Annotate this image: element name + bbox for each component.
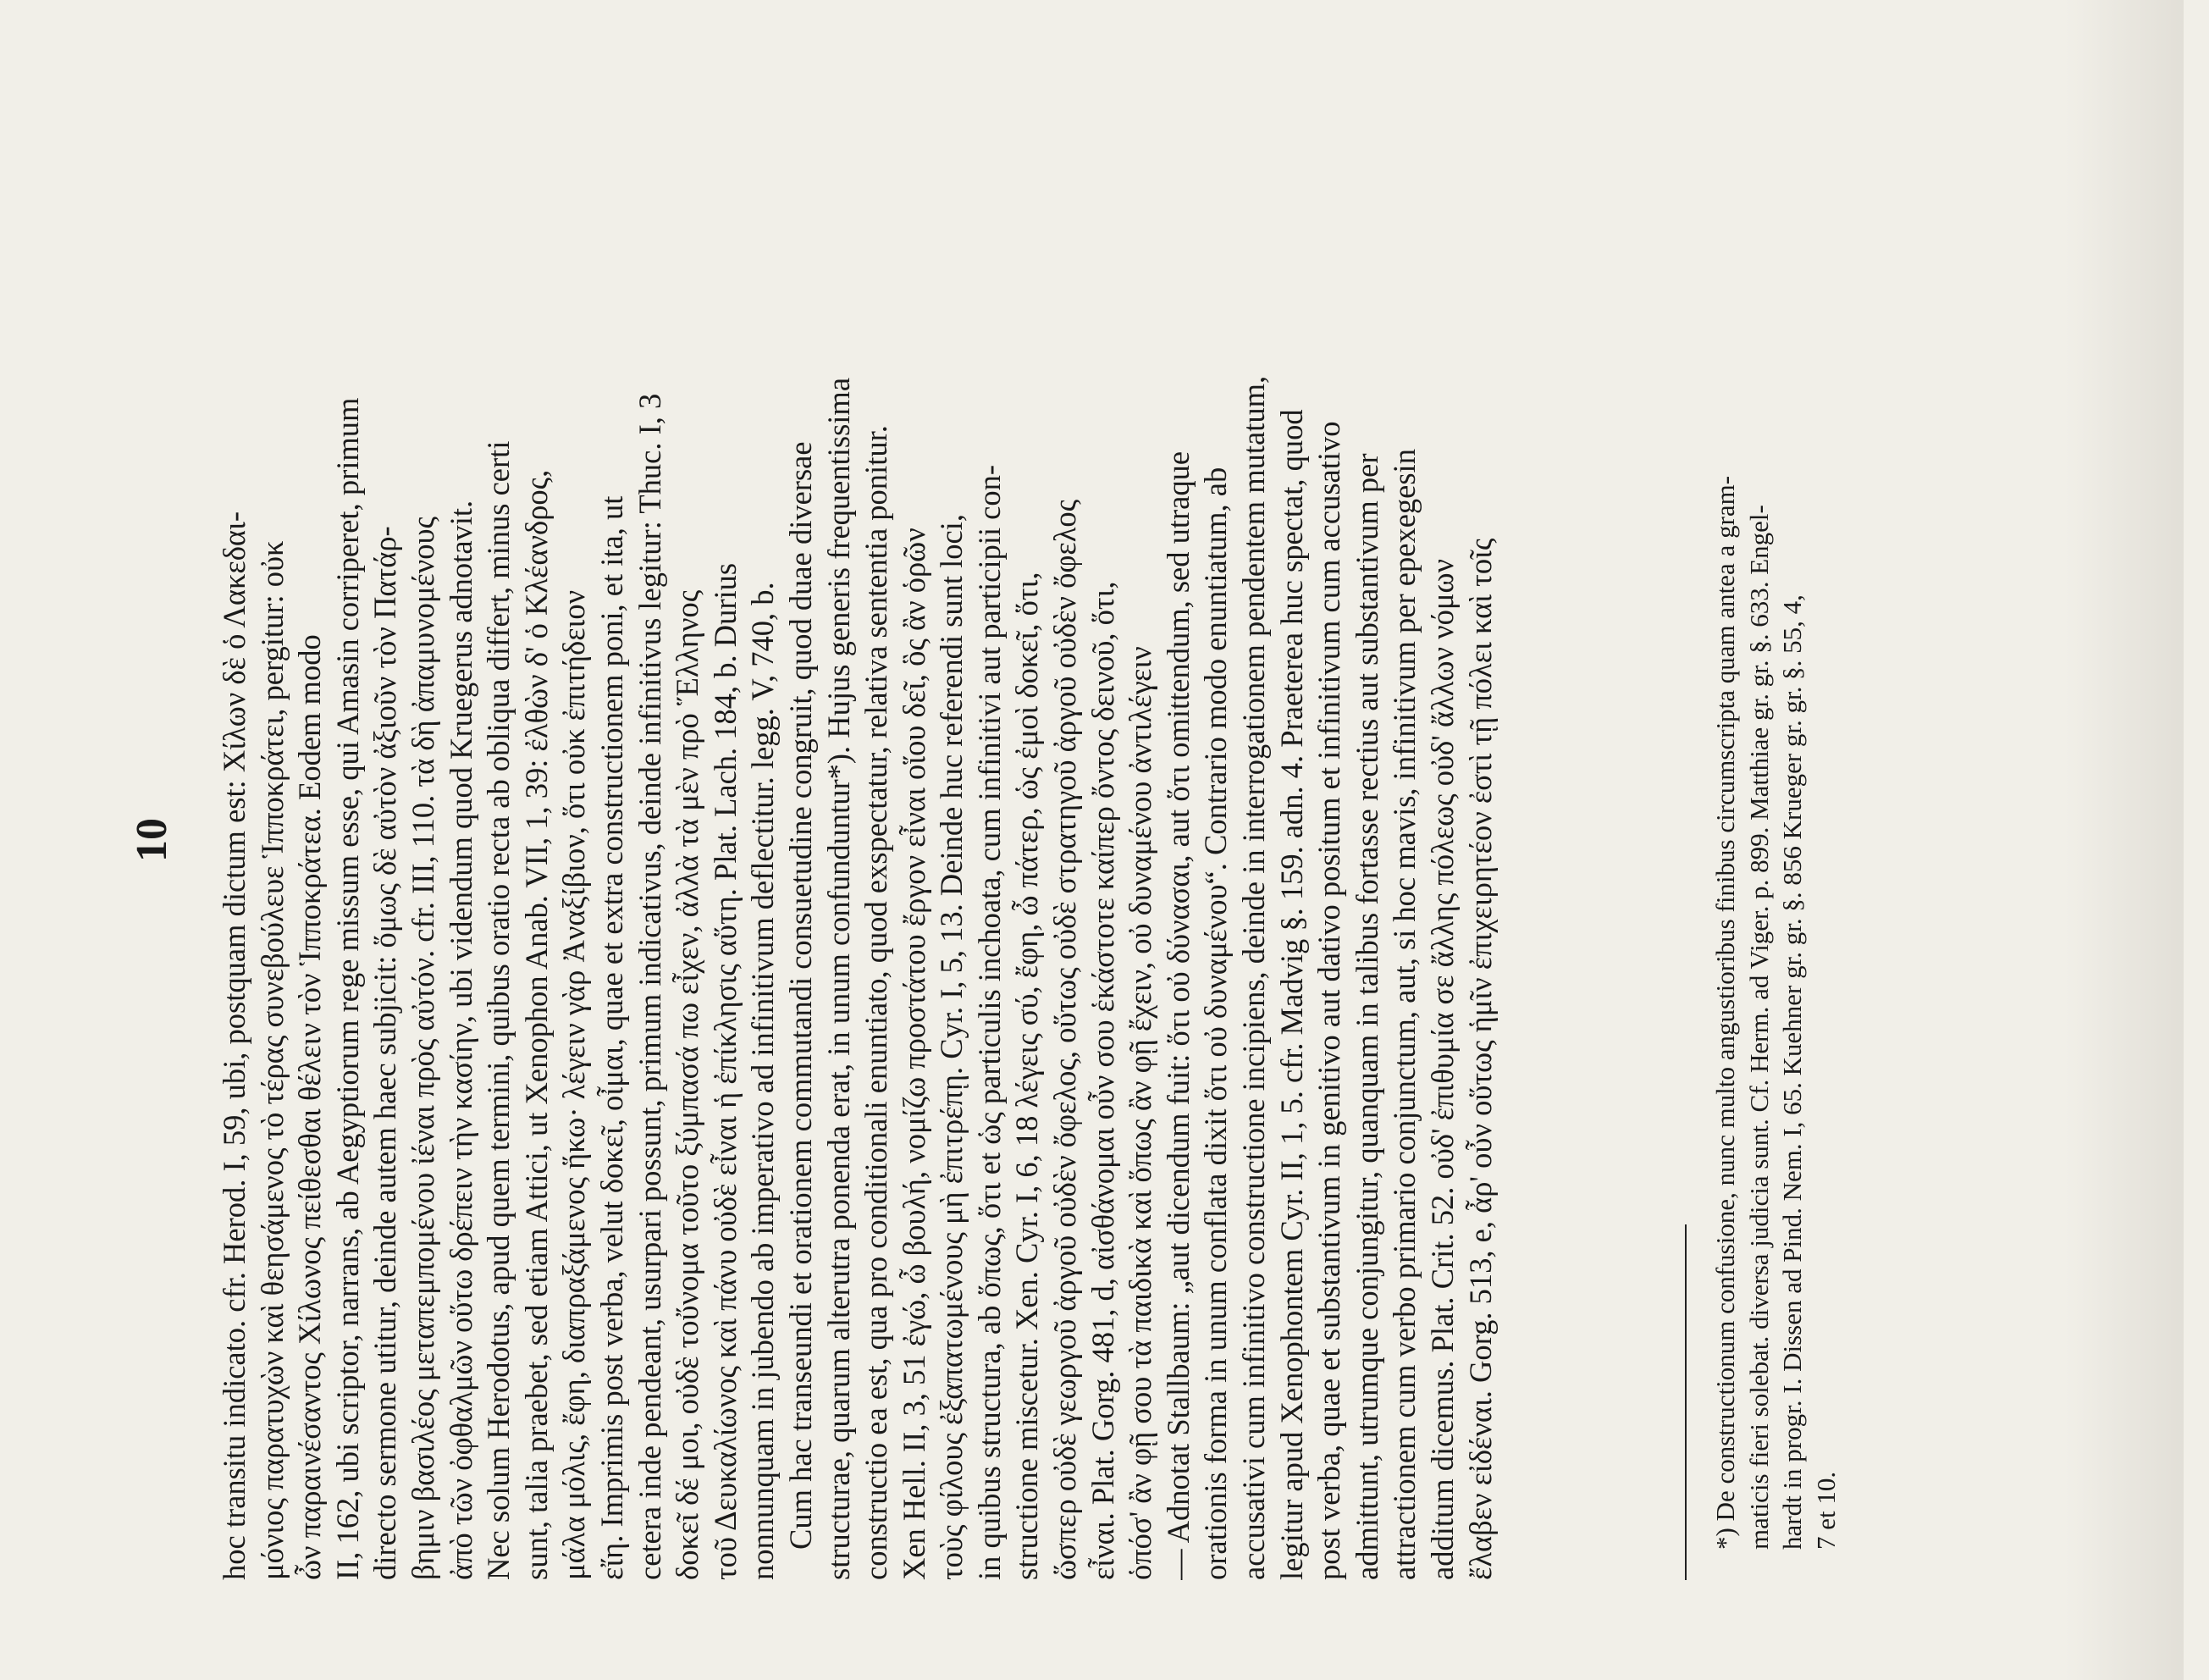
footnote-line: hardt in progr. I. Dissen ad Pind. Nem. I, 65. Kuehner gr. gr. §. 856 Krueger gr. gr. §. 55, 4,: [1777, 594, 1807, 1550]
body-line: ὥσπερ οὐδὲ γεωργοῦ ἀργοῦ οὐδὲν ὄφελος, οὕτως οὐδὲ στρατηγοῦ ἀργοῦ οὐδὲν ὄφελος: [1047, 499, 1083, 1580]
page-number: 10: [128, 818, 176, 862]
body-line: sunt, talia praebet, sed etiam Attici, ut Xenophon Anab. VII, 1, 39: ἐλθὼν δ' ὁ Κλέανδρος,: [518, 469, 554, 1580]
body-line: Xen Hell. II, 3, 51 ἐγώ, ὦ βουλή, νομίζω προστάτου ἔργον εἶναι οἵου δεῖ, ὃς ἂν ὁρῶν: [896, 528, 931, 1580]
footnote-line: *) De constructionum confusione, nunc multo angustioribus finibus circumscripta quam antea a gram-: [1710, 475, 1740, 1550]
footnote-rule: [1685, 1224, 1687, 1580]
body-line: — Adnotat Stallbaum: „aut dicendum fuit: ὅτι οὐ δύνασαι, aut ὅτι omittendum, sed utraque: [1160, 450, 1196, 1580]
body-line: τοὺς φίλους ἐξαπατωμένους μὴ ἐπιτρέπῃ. Cyr. I, 5, 13. Deinde huc referendi sunt loci,: [934, 514, 969, 1580]
body-line: Nec solum Herodotus, apud quem termini, quibus oratio recta ab obliqua differt, minus certi: [481, 440, 516, 1580]
body-line: directo sermone utitur, deinde autem haec subjicit: ὅμως δὲ αὐτὸν ἀξιοῦν τὸν Πατάρ-: [367, 526, 403, 1580]
body-line: μάλα μόλις, ἔφη, διαπραξάμενος ἥκω· λέγειν γὰρ Ἀναξίβιον, ὅτι οὐκ ἐπιτήδειον: [556, 589, 592, 1580]
body-line: post verba, quae et substantivum in genitivo aut dativo positum et infinitivum cum accusativo: [1312, 421, 1347, 1580]
footnote-line: 7 et 10.: [1810, 1471, 1841, 1550]
body-line: attractionem cum verbo primario conjunctum, aut, si hoc mavis, infinitivum per epexegesin: [1387, 449, 1422, 1580]
body-line: βημιν βασιλέος μεταπεμπομένου ἰέναι πρὸς αὐτόν. cfr. III, 110. τὰ δὴ ἀπαμυνομένους: [405, 517, 440, 1580]
body-line: admittunt, utrumque conjungitur, quanquam in talibus fortasse rectius aut substantivum per: [1349, 453, 1384, 1580]
body-line: nonnunquam in jubendo ab imperativo ad infinitivum deflectitur. legg. V, 740, b.: [745, 582, 781, 1580]
body-line: II, 162, ubi scriptor, narrans, ab Aegyptiorum rege missum esse, qui Amasin corriperet, primum: [329, 397, 365, 1580]
body-line: εἶναι. Plat. Gorg. 481, d, αἰσθάνομαι οὖν σου ἑκάστοτε καίπερ ὄντος δεινοῦ, ὅτι,: [1085, 581, 1120, 1580]
body-line: in quibus structura, ab ὅπως, ὅτι et ὡς particulis inchoata, cum infinitivi aut participii con-: [971, 465, 1007, 1580]
body-line: εἴη. Imprimis post verba, velut δοκεῖ, οἶμαι, quae et extra constructionem poni, et ita, ut: [594, 495, 629, 1580]
body-line: structurae, quarum alterutra ponenda erat, in unum confunduntur*). Hujus generis frequentissima: [820, 377, 856, 1580]
body-line: ὁπόσ' ἂν φῇ σου τὰ παιδικὰ καὶ ὅπως ἂν φῇ ἔχειν, οὐ δυναμένου ἀντιλέγειν: [1123, 646, 1158, 1580]
body-line: structione miscetur. Xen. Cyr. I, 6, 18 λέγεις σύ, ἔφη, ὦ πάτερ, ὡς ἐμοὶ δοκεῖ, ὅτι,: [1009, 572, 1045, 1580]
body-line: additum dicemus. Plat. Crit. 52. οὐδ' ἐπιθυμία σε ἄλλης πόλεως οὐδ' ἄλλων νόμων: [1425, 559, 1460, 1580]
body-line: τοῦ Δευκαλίωνος καὶ πάνυ οὐδὲ εἶναι ἡ ἐπίκλησις αὕτη. Plat. Lach. 184, b. Durius: [707, 562, 743, 1580]
page-edge-shadow: [2065, 0, 2184, 1680]
body-line: Cum hac transeundi et orationem commutandi consuetudine congruit, quod duae diversae: [782, 441, 818, 1550]
body-line: ἔλαβεν εἰδέναι. Gorg. 513, e, ἆρ' οὖν οὕτως ἡμῖν ἐπιχειρητέον ἐστὶ τῇ πόλει καὶ τοῖς: [1462, 538, 1498, 1580]
body-line: orationis forma in unum conflata dixit ὅτι οὐ δυναμένου“. Contrario modo enuntiatum, ab: [1198, 467, 1234, 1580]
body-line: accusativi cum infinitivo constructione incipiens, deinde in interrogationem pendentem mutatum,: [1236, 375, 1272, 1580]
body-line: constructio ea est, qua pro conditionali enuntiato, quod exspectatur, relativa sententia ponitur.: [859, 425, 894, 1580]
body-line: cetera inde pendeant, usurpari possunt, primum indicativus, deinde infinitivus legitur: Thuc. I, 3: [632, 393, 667, 1580]
body-text: [216, 115, 1499, 1580]
footnote: [1709, 115, 1842, 1580]
body-line: μόνιος παρατυχὼν καὶ θεησάμενος τὸ τέρας συνεβούλευε Ἱπποκράτει, pergitur: οὐκ: [254, 540, 290, 1580]
body-line: δοκεῖ δέ μοι, οὐδὲ τοὔνομα τοῦτο ξύμπασά πω εἶχεν, ἀλλὰ τὰ μὲν πρὸ Ἕλληνος: [670, 589, 705, 1580]
footnote-line: maticis fieri solebat. diversa judicia sunt. Cf. Herm. ad Viger. p. 899. Matthiae gr. gr. §. 633. Engel-: [1743, 505, 1774, 1550]
body-line: ἀπὸ τῶν ὀφθαλμῶν οὕτω δρέπειν τὴν κασίην, ubi videndum quod Kruegerus adnotavit.: [443, 500, 478, 1580]
body-line: legitur apud Xenophontem Cyr. II, 1, 5. cfr. Madvig §. 159. adn. 4. Praeterea huc spectat, quod: [1273, 409, 1309, 1580]
body-line: ὦν παραινέσαντος Χίλωνος πείθεσθαι θέλειν τὸν Ἱπποκράτεα. Eodem modo: [292, 634, 328, 1580]
body-line: hoc transitu indicato. cfr. Herod. I, 59, ubi, postquam dictum est: Χίλων δὲ ὁ Λακεδαι-: [217, 511, 251, 1580]
